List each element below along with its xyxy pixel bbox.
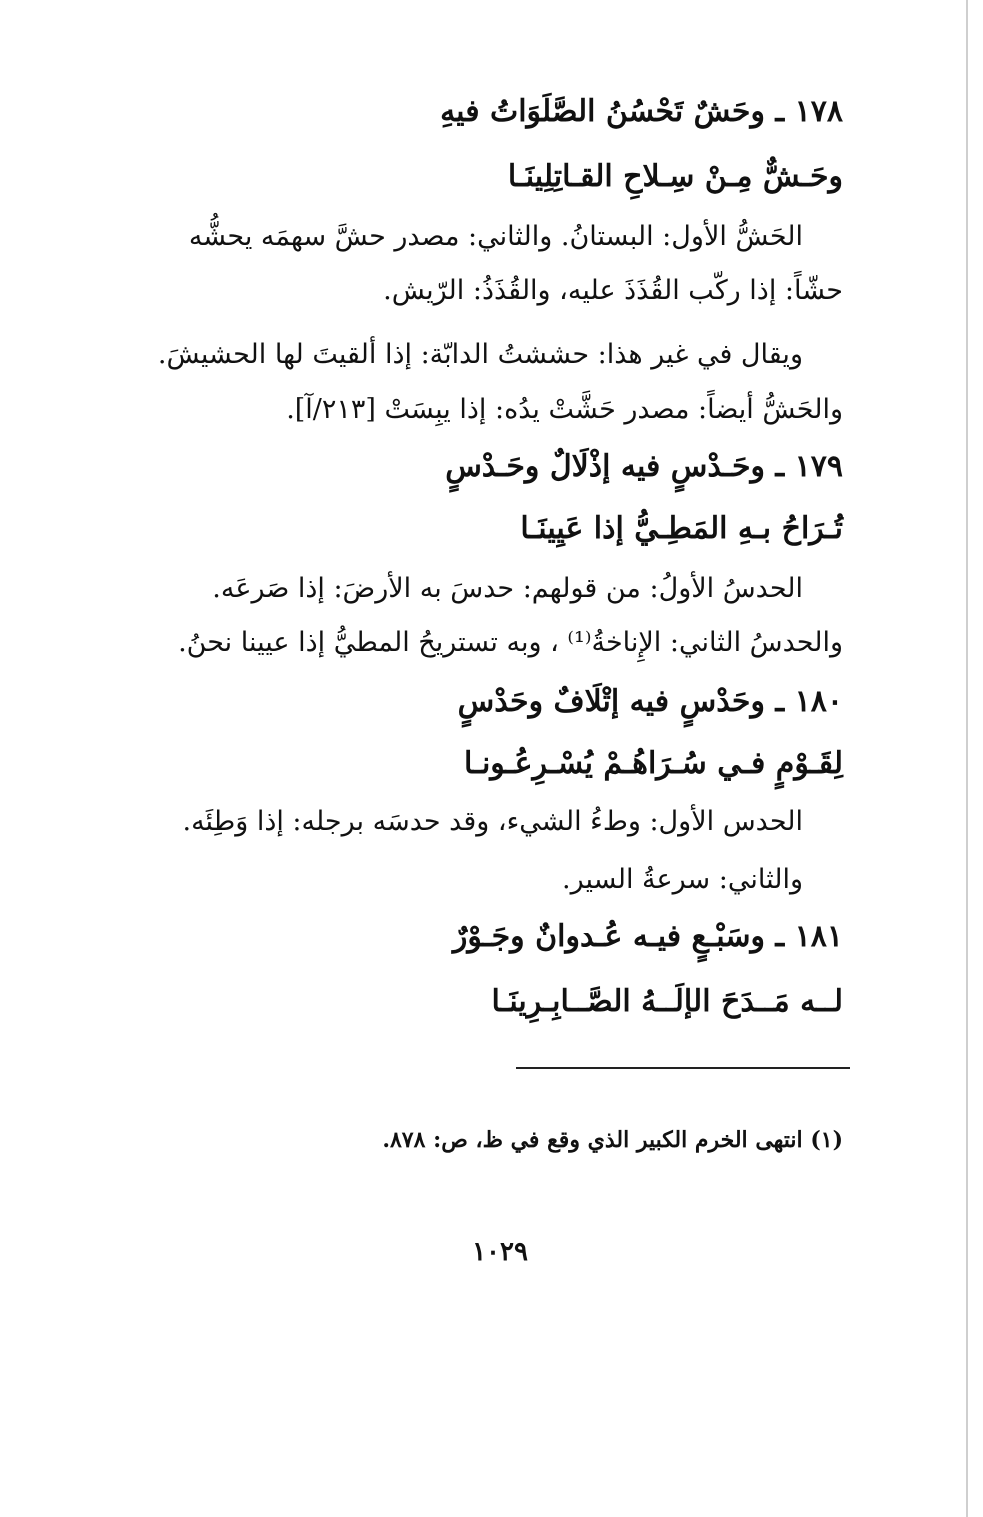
verse-heading-179: ١٧٩ ـ وحَـدْسٍ فيه إذْلَالٌ وحَـدْسٍ (445, 449, 843, 484)
commentary-line: والحدسُ الثاني: الإِناخةُ⁽¹⁾ ، وبه تستريحُ المطيُّ إذا عيينا نحنُ. (178, 627, 843, 658)
commentary-line: الحدس الأول: وطءُ الشيء، وقد حدسَه برجله: إذا وَطِئَه. (182, 806, 803, 837)
page-edge-line (966, 0, 968, 1517)
verse-line-178: وحَـشٌّ مِـنْ سِـلاحِ القـاتِلِينَـا (507, 159, 843, 194)
commentary-line: والثاني: سرعةُ السير. (562, 864, 803, 895)
commentary-line: ويقال في غير هذا: حششتُ الدابّة: إذا ألقيتَ لها الحشيشَ. (157, 339, 803, 370)
verse-line-181: لــه مَــدَحَ الإلَــهُ الصَّــابِـرِينَـا (491, 984, 843, 1019)
commentary-line: والحَشُّ أيضاً: مصدر حَشَّتْ يدُه: إذا يبِسَتْ [٢١٣/آ]. (286, 394, 843, 425)
footnote-separator (516, 1067, 850, 1069)
page-number: ١٠٢٩ (472, 1237, 528, 1267)
verse-heading-180: ١٨٠ ـ وحَدْسٍ فيه إتْلَافٌ وحَدْسٍ (457, 684, 843, 719)
commentary-line: الحدسُ الأولُ: من قولهم: حدسَ به الأرضَ: إذا صَرعَه. (212, 573, 803, 604)
commentary-line: الحَشُّ الأول: البستانُ. والثاني: مصدر حشَّ سهمَه يحشُّه (188, 221, 803, 252)
verse-heading-178: ١٧٨ ـ وحَشٌ تَحْسُنُ الصَّلَوَاتُ فيهِ (440, 94, 843, 129)
commentary-line: حشّاً: إذا ركّب القُذَذَ عليه، والقُذَذُ: الرّيش. (383, 275, 843, 306)
verse-heading-181: ١٨١ ـ وسَبْـعٍ فيـه عُـدوانٌ وجَـوْرٌ (452, 919, 843, 954)
footnote: (١) انتهى الخرم الكبير الذي وقع في ظ، ص: ٨٧٨. (382, 1127, 843, 1153)
verse-line-179: تُـرَاحُ بـهِ المَطِـيُّ إذا عَيِينَـا (520, 511, 843, 546)
verse-line-180: لِقَـوْمٍ فـي سُـرَاهُـمْ يُسْـرِعُـونـا (464, 746, 843, 781)
